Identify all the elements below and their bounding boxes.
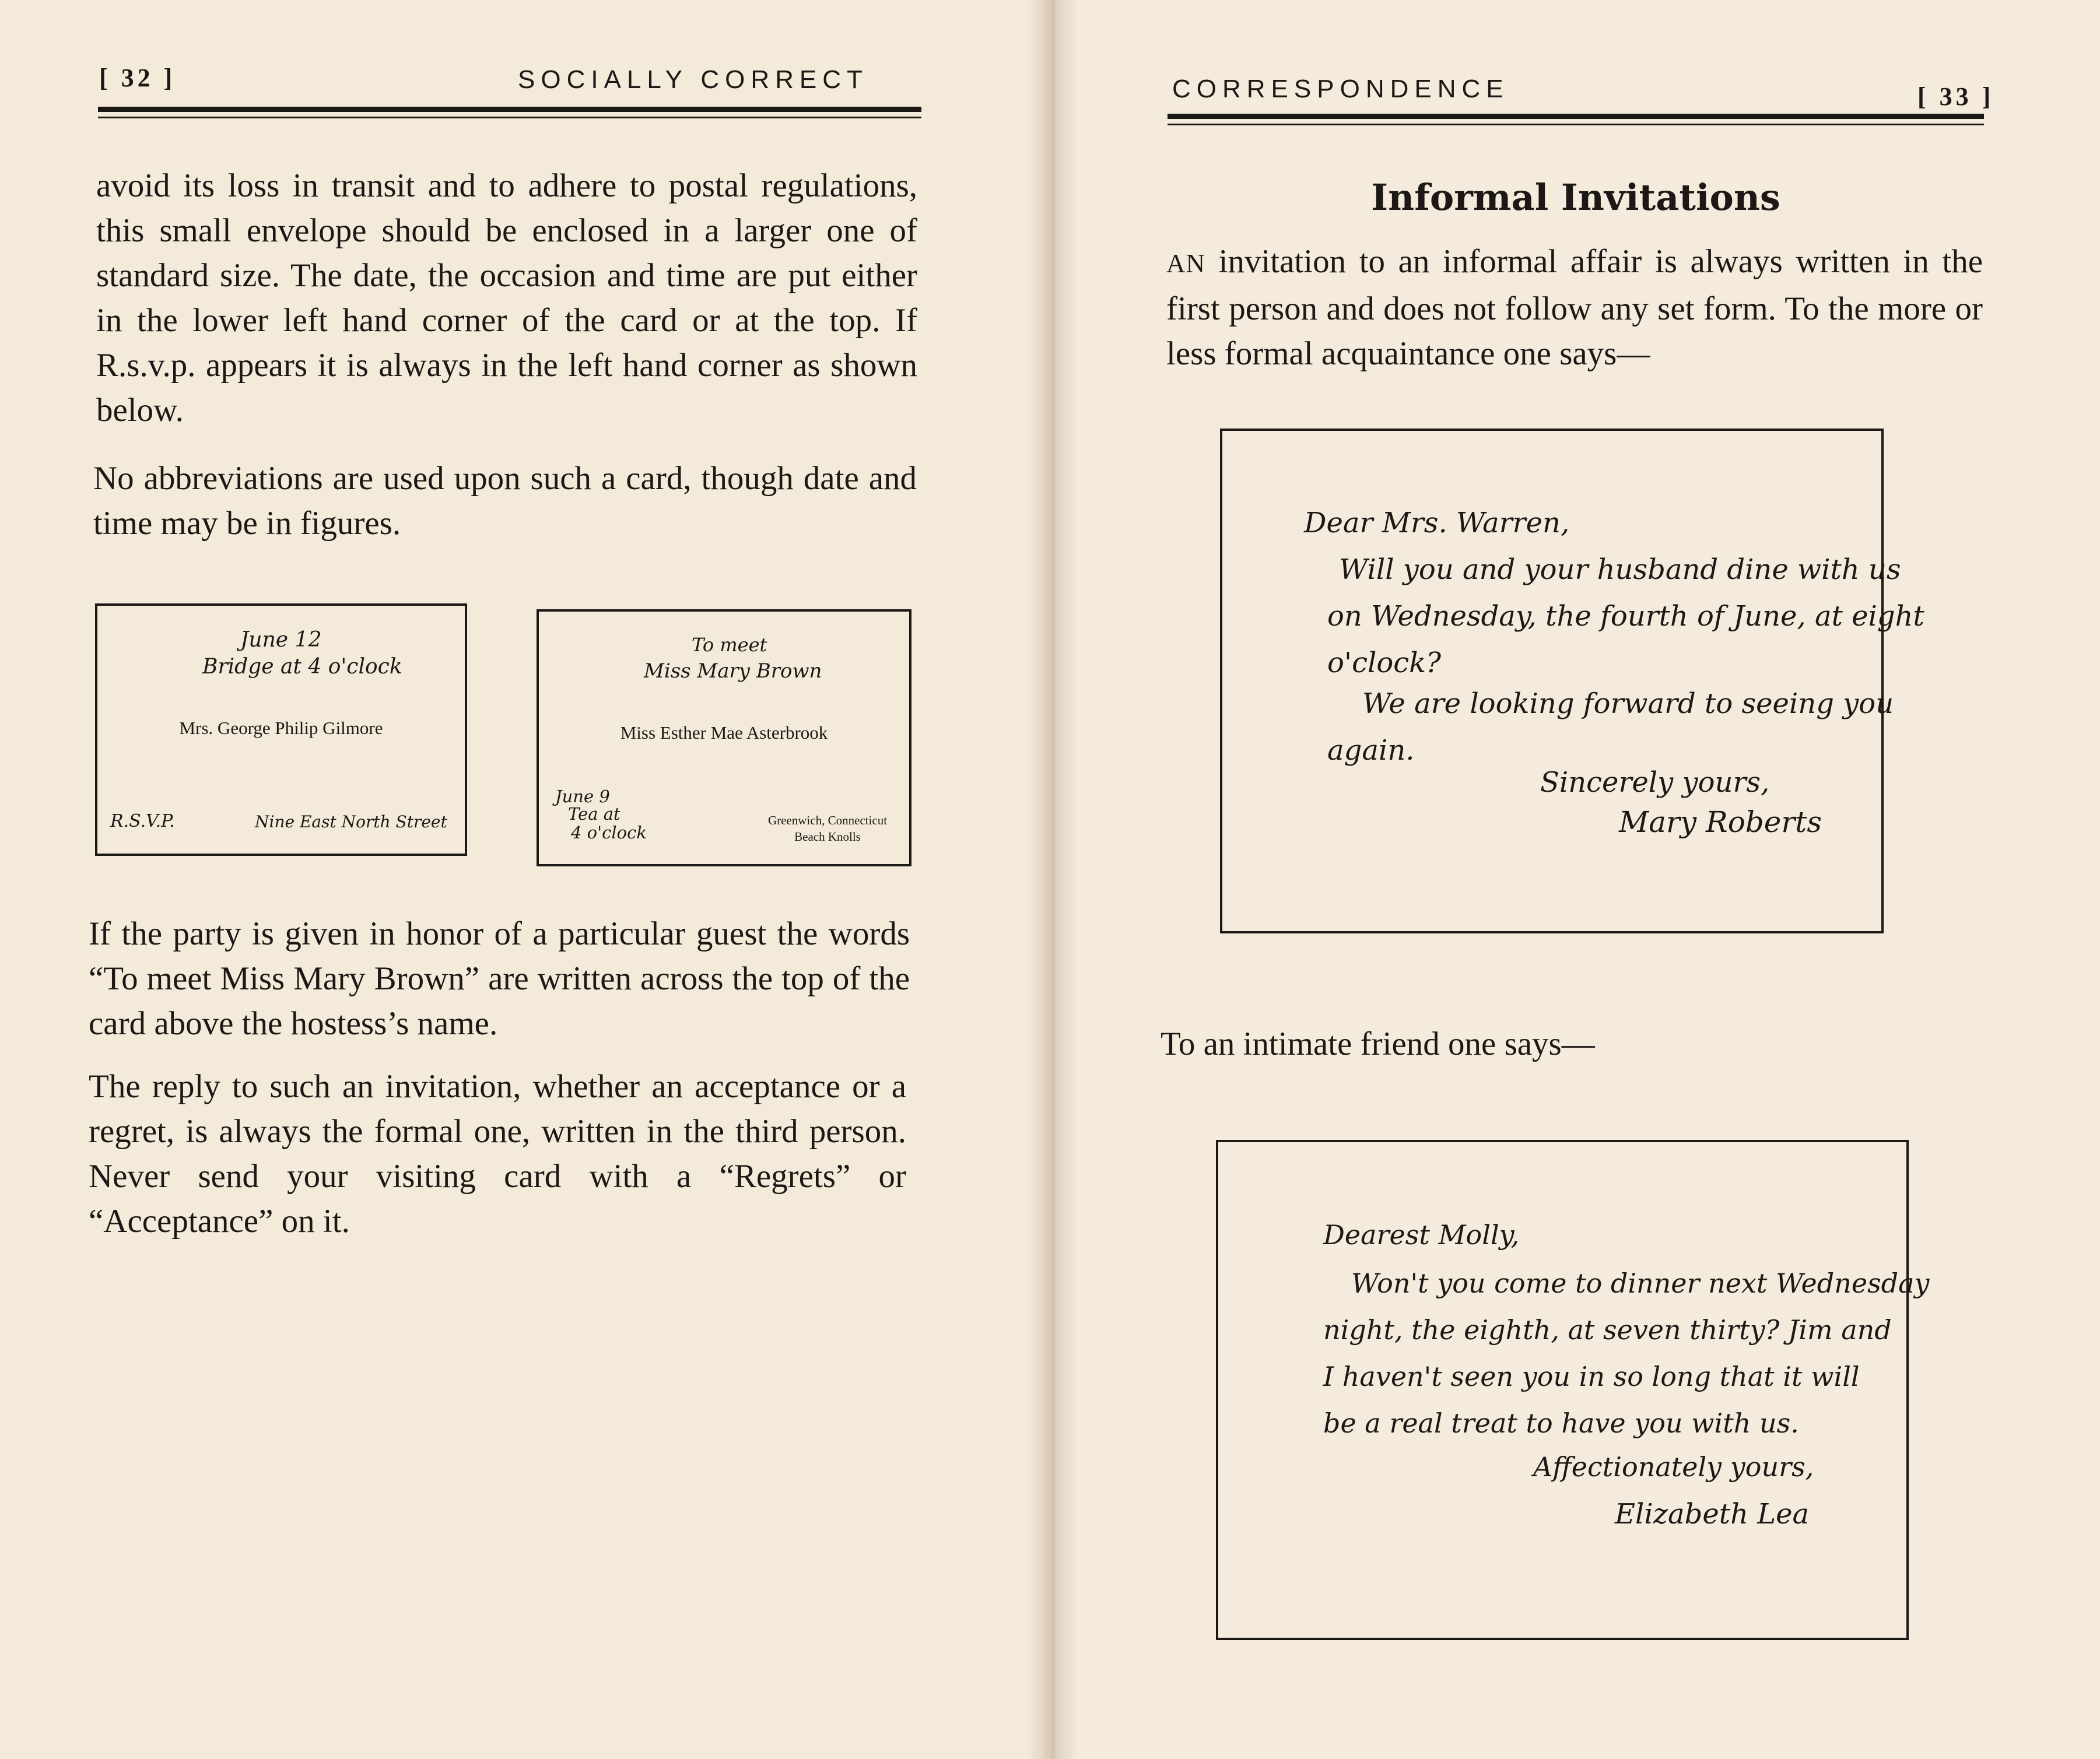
card-occasion: Tea at	[568, 804, 620, 824]
letter-signature: Elizabeth Lea	[1615, 1498, 1810, 1530]
letter-closing: Affectionately yours,	[1533, 1451, 1814, 1483]
invitation-card-example	[537, 609, 911, 866]
hostess-name: Miss Esther Mae Asterbrook	[620, 722, 828, 743]
invitation-card-example	[95, 603, 467, 856]
card-time: 4 o'clock	[571, 823, 647, 842]
book-gutter	[1026, 0, 1079, 1759]
card-address: Greenwich, Connecticut	[767, 813, 888, 827]
card-guest: Miss Mary Brown	[644, 659, 822, 683]
card-occasion: Bridge at 4 o'clock	[202, 655, 402, 679]
drop-word: AN	[1166, 249, 1205, 278]
paragraph: To an intimate friend one says—	[1161, 1026, 1595, 1062]
card-date: June 12	[240, 628, 322, 652]
paragraph: The reply to such an invitation, whether an acceptance or a regret, is always the formal one, written in the third person. Never send your visiting card with a “Regrets” or “Acceptance” on it.	[89, 1068, 906, 1240]
running-head: SOCIALLY CORRECT	[518, 65, 868, 94]
letter-signature: Mary Roberts	[1619, 805, 1822, 839]
section-heading: Informal Invitations	[1371, 176, 1780, 219]
letter-example-intimate	[1216, 1140, 1930, 1640]
card-rsvp: R.S.V.P.	[110, 811, 175, 831]
header-rule-thick	[1168, 114, 1984, 119]
paragraph: No abbreviations are used upon such a card, though date and time may be in figures.	[93, 460, 917, 542]
page-number: [ 33 ]	[1917, 82, 1994, 111]
running-head: CORRESPONDENCE	[1172, 75, 1509, 103]
letter-line: be a real treat to have you with us.	[1323, 1407, 1799, 1439]
card-to-meet: To meet	[692, 634, 767, 656]
letter-line: We are looking forward to seeing you	[1362, 687, 1894, 720]
card-address: Beach Knolls	[794, 830, 861, 844]
page-number: [ 32 ]	[99, 64, 176, 92]
paragraph: avoid its loss in transit and to adhere to postal regulations, this small envelope should be enclosed in a larger one of standard size. The date, the occasion and time are put either in the lower left hand corner of the card or at the top. If R.s.v.p. appears it is always in the left hand corner as shown below.	[96, 167, 917, 429]
left-page	[0, 0, 1044, 1759]
letter-example-formal	[1220, 429, 1924, 933]
header-rule-thick	[98, 107, 921, 112]
header-rule-thin	[98, 117, 921, 118]
card-address: Nine East North Street	[255, 812, 447, 831]
right-page	[1056, 0, 2100, 1759]
paragraph-text: invitation to an informal affair is always written in the first person and does not follow any set form. To the more or less formal acquaintance one says—	[1166, 243, 1983, 372]
letter-line: o'clock?	[1327, 647, 1441, 679]
letter-line: Won't you come to dinner next Wednesday	[1351, 1268, 1930, 1299]
paragraph: If the party is given in honor of a particular guest the words “To meet Miss Mary Brown” are written across the top of the card above the hostess’s name.	[89, 915, 910, 1042]
letter-line: I haven't seen you in so long that it will	[1323, 1361, 1860, 1392]
letter-line: night, the eighth, at seven thirty? Jim and	[1323, 1314, 1892, 1346]
letter-line: Will you and your husband dine with us	[1339, 553, 1901, 586]
letter-salutation: Dearest Molly,	[1323, 1219, 1520, 1251]
paragraph	[1166, 239, 1983, 376]
header-rule-thin	[1168, 124, 1984, 125]
letter-line: again.	[1327, 734, 1415, 767]
letter-line: on Wednesday, the fourth of June, at eight	[1327, 600, 1924, 633]
letter-salutation: Dear Mrs. Warren,	[1304, 507, 1570, 539]
card-date: June 9	[555, 787, 610, 806]
hostess-name: Mrs. George Philip Gilmore	[179, 718, 383, 738]
letter-closing: Sincerely yours,	[1540, 766, 1770, 799]
